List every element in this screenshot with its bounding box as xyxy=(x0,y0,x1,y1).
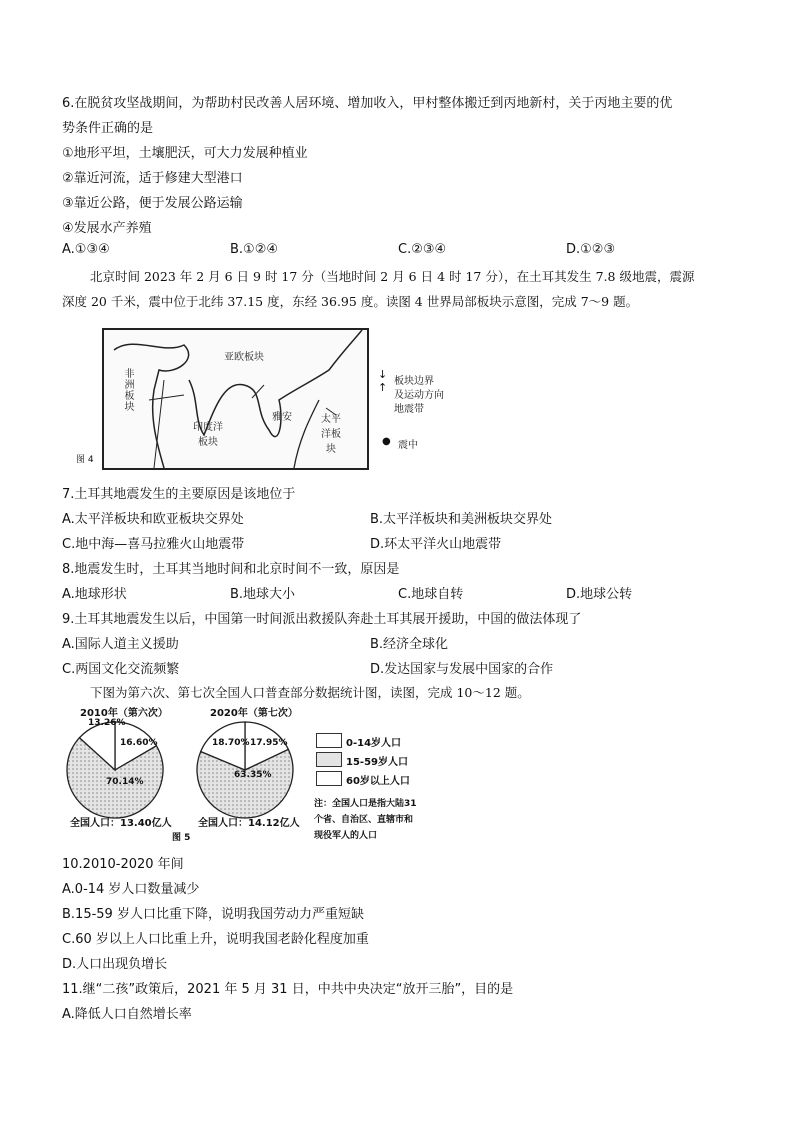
q10-option-c: C.60 岁以上人口比重上升，说明我国老龄化程度加重 xyxy=(62,932,369,947)
q11-stem: 11.继“二孩”政策后，2021 年 5 月 31 日，中共中央决定“放开三胎”，目的是 xyxy=(62,982,514,997)
q7-option-c: C.地中海—喜马拉雅火山地震带 xyxy=(62,537,245,552)
pie-2010-label-0-14: 16.60% xyxy=(120,738,158,748)
map-label-africa: 非洲板块 xyxy=(122,368,133,412)
legend-60plus: 60岁以上人口 xyxy=(346,776,410,787)
q6-stem: 6.在脱贫攻坚战期间，为帮助村民改善人居环境、增加收入，甲村整体搬迁到丙地新村，关于丙地主要的优 xyxy=(62,96,673,111)
legend-boundary: 板块边界 xyxy=(394,376,434,387)
note-line: 注：全国人口是指大陆31 xyxy=(314,799,417,809)
legend-swatch-0-14 xyxy=(316,733,342,748)
intro-7-9-cont: 深度 20 千米，震中位于北纬 37.15 度，东经 36.95 度。读图 4 世界局部板块示意图，完成 7～9 题。 xyxy=(62,294,639,309)
q8-stem: 8.地震发生时，土耳其当地时间和北京时间不一致，原因是 xyxy=(62,562,400,577)
pie-2020-label-15-59: 63.35% xyxy=(234,770,272,780)
pie-2010-total: 全国人口：13.40亿人 xyxy=(70,818,172,829)
pie-2020-label-0-14: 17.95% xyxy=(250,738,288,748)
legend-0-14: 0-14岁人口 xyxy=(346,738,402,749)
epicenter-icon: ● xyxy=(382,436,391,447)
q10-stem: 10.2010-2020 年间 xyxy=(62,857,184,872)
q6-option-a: A.①③④ xyxy=(62,242,110,257)
q8-option-c: C.地球自转 xyxy=(398,587,464,602)
legend-boundary-icon: ↓ ↑ xyxy=(378,368,388,394)
q7-stem: 7.土耳其地震发生的主要原因是该地位于 xyxy=(62,487,296,502)
q8-option-d: D.地球公转 xyxy=(566,587,633,602)
q6-option-b: B.①②④ xyxy=(230,242,279,257)
map-label-yaan: 雅安 xyxy=(272,412,292,423)
map-label-india: 印度洋板块 xyxy=(193,422,223,448)
q9-option-b: B.经济全球化 xyxy=(370,637,449,652)
q9-stem: 9.土耳其地震发生以后，中国第一时间派出救援队奔赴土耳其展开援助，中国的做法体现了 xyxy=(62,612,582,627)
legend-swatch-15-59 xyxy=(316,752,342,767)
q7-option-b: B.太平洋板块和美洲板块交界处 xyxy=(370,512,553,527)
q6-option-d: D.①②③ xyxy=(566,242,616,257)
q11-option-a: A.降低人口自然增长率 xyxy=(62,1007,192,1022)
pie-2020-title: 2020年（第七次） xyxy=(210,708,298,719)
map-label-pacific: 太平洋板块 xyxy=(321,414,341,455)
legend-belt: 地震带 xyxy=(394,404,424,415)
q6-stem-cont: 势条件正确的是 xyxy=(62,121,154,136)
q10-option-a: A.0-14 岁人口数量减少 xyxy=(62,882,200,897)
figure-4-caption: 图 4 xyxy=(76,455,94,465)
pie-2010-title: 2010年（第六次） xyxy=(80,708,168,719)
q8-option-b: B.地球大小 xyxy=(230,587,296,602)
pie-2010-label-60plus: 13.26% xyxy=(88,718,126,728)
legend-direction: 及运动方向 xyxy=(394,390,444,401)
q6-item: ②靠近河流，适于修建大型港口 xyxy=(62,171,243,186)
pie-2020-total: 全国人口：14.12亿人 xyxy=(198,818,300,829)
q10-option-b: B.15-59 岁人口比重下降，说明我国劳动力严重短缺 xyxy=(62,907,364,922)
q8-option-a: A.地球形状 xyxy=(62,587,127,602)
legend-swatch-60plus xyxy=(316,771,342,786)
map-label-eurasia: 亚欧板块 xyxy=(224,352,264,363)
plate-map xyxy=(102,328,369,470)
q7-option-d: D.环太平洋火山地震带 xyxy=(370,537,502,552)
q9-option-a: A.国际人道主义援助 xyxy=(62,637,179,652)
note-line: 个省、自治区、直辖市和 xyxy=(314,815,414,825)
q9-option-c: C.两国文化交流频繁 xyxy=(62,662,180,677)
pie-2010-label-15-59: 70.14% xyxy=(106,777,144,787)
q9-option-d: D.发达国家与发展中国家的合作 xyxy=(370,662,554,677)
q6-item: ①地形平坦，土壤肥沃，可大力发展种植业 xyxy=(62,146,308,161)
pie-2020-label-60plus: 18.70% xyxy=(212,738,250,748)
intro-7-9: 北京时间 2023 年 2 月 6 日 9 时 17 分（当地时间 2 月 6 日 4 时 17 分），在土耳其发生 7.8 级地震，震源 xyxy=(90,269,695,284)
intro-10-12: 下图为第六次、第七次全国人口普查部分数据统计图，读图，完成 10～12 题。 xyxy=(90,685,530,700)
q6-option-c: C.②③④ xyxy=(398,242,447,257)
note-line: 现役军人的人口 xyxy=(314,831,378,841)
q10-option-d: D.人口出现负增长 xyxy=(62,957,168,972)
q6-item: ④发展水产养殖 xyxy=(62,221,152,236)
figure-5-caption: 图 5 xyxy=(172,833,191,843)
q7-option-a: A.太平洋板块和欧亚板块交界处 xyxy=(62,512,244,527)
q6-item: ③靠近公路，便于发展公路运输 xyxy=(62,196,243,211)
legend-15-59: 15-59岁人口 xyxy=(346,757,408,768)
legend-epicenter: 震中 xyxy=(398,440,418,451)
